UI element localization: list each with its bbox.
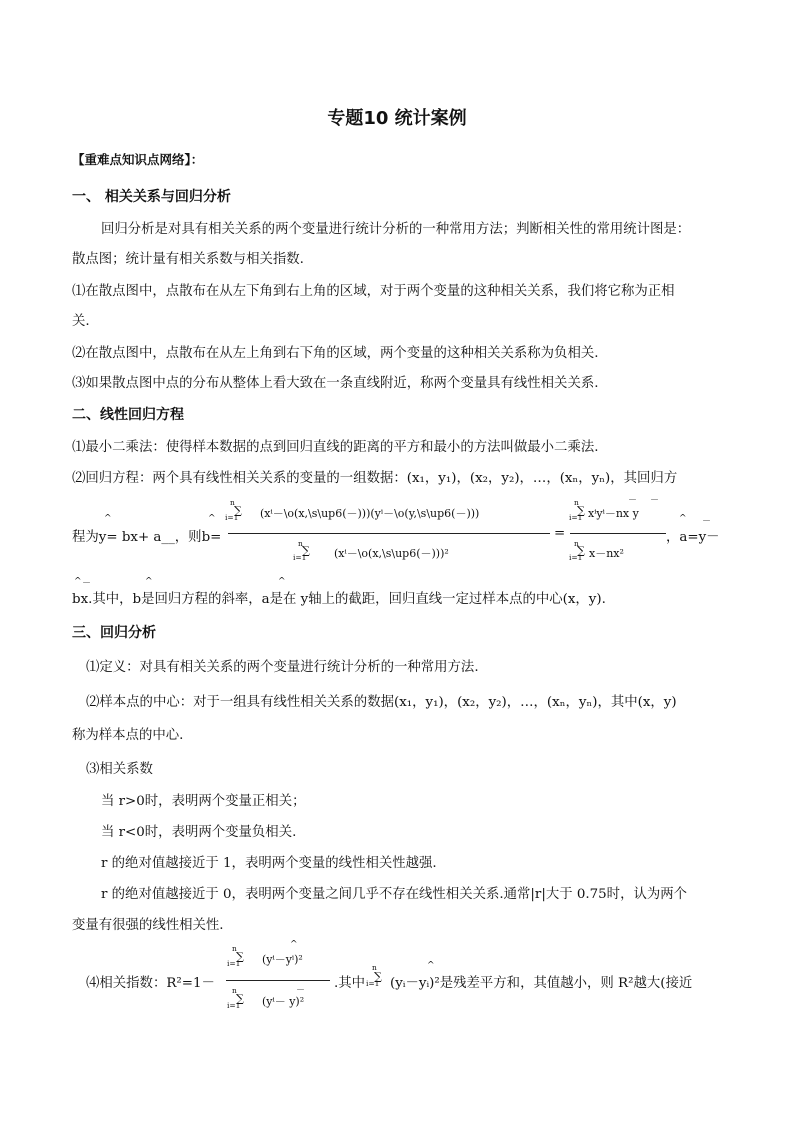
r2-denominator: (yⁱ－ y)² <box>262 995 305 1008</box>
intercept-formula: ，a=y－ <box>666 530 720 545</box>
sum-symbol: ∑ <box>374 970 382 983</box>
sum-symbol: ∑ <box>577 544 585 557</box>
sum-symbol: ∑ <box>236 950 244 963</box>
sum-lower: i=1 <box>569 513 583 522</box>
sum-lower: i=1 <box>227 959 241 968</box>
sum-upper: n <box>232 944 237 953</box>
section3-item2: ⑵样本点的中心：对于一组具有线性相关关系的数据(x₁，y₁)，(x₂，y₂)，…，(xₙ，yₙ)，其中(x，y) <box>86 695 677 710</box>
section1-item3: ⑶如果散点图中点的分布从整体上看大致在一条直线附近，称两个变量具有线性相关关系. <box>72 376 599 391</box>
section3-item1: ⑴定义：对具有相关关系的两个变量进行统计分析的一种常用方法. <box>86 660 479 675</box>
section3-item2-cont: 称为样本点的中心. <box>72 728 184 743</box>
section3-heading: 三、回归分析 <box>72 625 156 641</box>
r2-tail: .其中 <box>334 976 366 991</box>
section1-para1: 回归分析是对具有相关关系的两个变量进行统计分析的一种常用方法；判断相关性的常用统计图是： <box>101 222 691 237</box>
fraction2-bar <box>570 533 666 534</box>
fraction1-numerator: (xⁱ－\o(x,\s\up6(－)))(yⁱ－\o(y,\s\up6(－))) <box>260 507 480 520</box>
r-near-one: r 的绝对值越接近于 1，表明两个变量的线性相关性越强. <box>101 856 437 871</box>
mean-bar: － <box>628 496 638 506</box>
hat-mark: ^ <box>208 514 216 524</box>
sum-symbol: ∑ <box>234 504 242 517</box>
sum-upper: n <box>298 539 303 548</box>
fraction2-numerator: xⁱyⁱ－nx y <box>588 507 639 520</box>
fraction2-denominator: x－nx² <box>589 547 624 560</box>
equals-sign: = <box>554 526 566 541</box>
sum-upper: n <box>232 986 237 995</box>
hat-mark: ^ <box>145 577 153 587</box>
r-negative: 当 r<0时，表明两个变量负相关. <box>101 825 297 840</box>
sum-lower: i=1 <box>227 1001 241 1010</box>
r-near-zero-cont: 变量有很强的线性相关性. <box>72 918 224 933</box>
section2-item1: ⑴最小二乘法：使得样本数据的点到回归直线的距离的平方和最小的方法叫做最小二乘法. <box>72 440 599 455</box>
section2-item2-explanation: bx.其中，b是回归方程的斜率，a是在 y轴上的截距，回归直线一定过样本点的中心(x，y). <box>72 592 606 607</box>
fraction1-bar <box>228 533 550 534</box>
sum-lower: i=1 <box>569 553 583 562</box>
hat-mark: ^ <box>74 577 82 587</box>
residual-sum-text: (yᵢ－yᵢ)²是残差平方和，其值越小，则 R²越大(接近 <box>390 976 693 991</box>
section1-heading: 一、 相关关系与回归分析 <box>72 189 231 205</box>
section1-item1-cont: 关. <box>72 314 90 329</box>
r-positive: 当 r>0时，表明两个变量正相关； <box>101 794 306 809</box>
sum-lower: i=1 <box>225 513 239 522</box>
section1-item1: ⑴在散点图中，点散布在从左下角到右上角的区域，对于两个变量的这种相关关系，我们将它称为正相 <box>72 284 675 299</box>
r-near-zero: r 的绝对值越接近于 0，表明两个变量之间几乎不存在线性相关关系.通常|r|大于 0.75时，认为两个 <box>101 887 688 902</box>
section3-item3: ⑶相关系数 <box>86 762 153 777</box>
coefficient-of-determination-lead: ⑷相关指数：R²=1－ <box>86 976 215 991</box>
sum-upper: n <box>230 498 235 507</box>
sum-symbol: ∑ <box>302 544 310 557</box>
hat-mark: ^ <box>290 940 298 950</box>
sum-upper: n <box>372 963 377 972</box>
sum-symbol: ∑ <box>236 992 244 1005</box>
regression-lead: 程为y= bx+ a__，则b= <box>72 530 222 545</box>
mean-bar: － <box>82 579 92 589</box>
sum-symbol: ∑ <box>577 504 585 517</box>
sum-upper: n <box>574 498 579 507</box>
section2-item2: ⑵回归方程：两个具有线性相关关系的变量的一组数据：(x₁，y₁)，(x₂，y₂)，…，(xₙ，yₙ)，其回归方 <box>72 471 678 486</box>
r2-fraction-bar <box>226 980 330 981</box>
r2-numerator: (yⁱ－yⁱ)² <box>262 953 303 966</box>
mean-bar: － <box>650 496 660 506</box>
sum-lower: i=1 <box>366 979 380 988</box>
hat-mark: ^ <box>679 514 687 524</box>
network-heading: 【重难点知识点网络】： <box>72 152 204 167</box>
hat-mark: ^ <box>104 514 112 524</box>
sum-lower: i=1 <box>293 553 307 562</box>
mean-bar: － <box>296 986 306 996</box>
hat-mark: ^ <box>427 961 435 971</box>
fraction1-denominator: (xⁱ－\o(x,\s\up6(－)))² <box>334 547 449 560</box>
section1-item2: ⑵在散点图中，点散布在从左上角到右下角的区域，两个变量的这种相关关系称为负相关. <box>72 346 599 361</box>
section1-para1-cont: 散点图；统计量有相关系数与相关指数. <box>72 252 304 267</box>
hat-mark: ^ <box>278 577 286 587</box>
sum-upper: n <box>574 539 579 548</box>
page-title: 专题10 统计案例 <box>327 108 467 129</box>
section2-heading: 二、线性回归方程 <box>72 407 184 423</box>
mean-bar: － <box>702 517 712 527</box>
